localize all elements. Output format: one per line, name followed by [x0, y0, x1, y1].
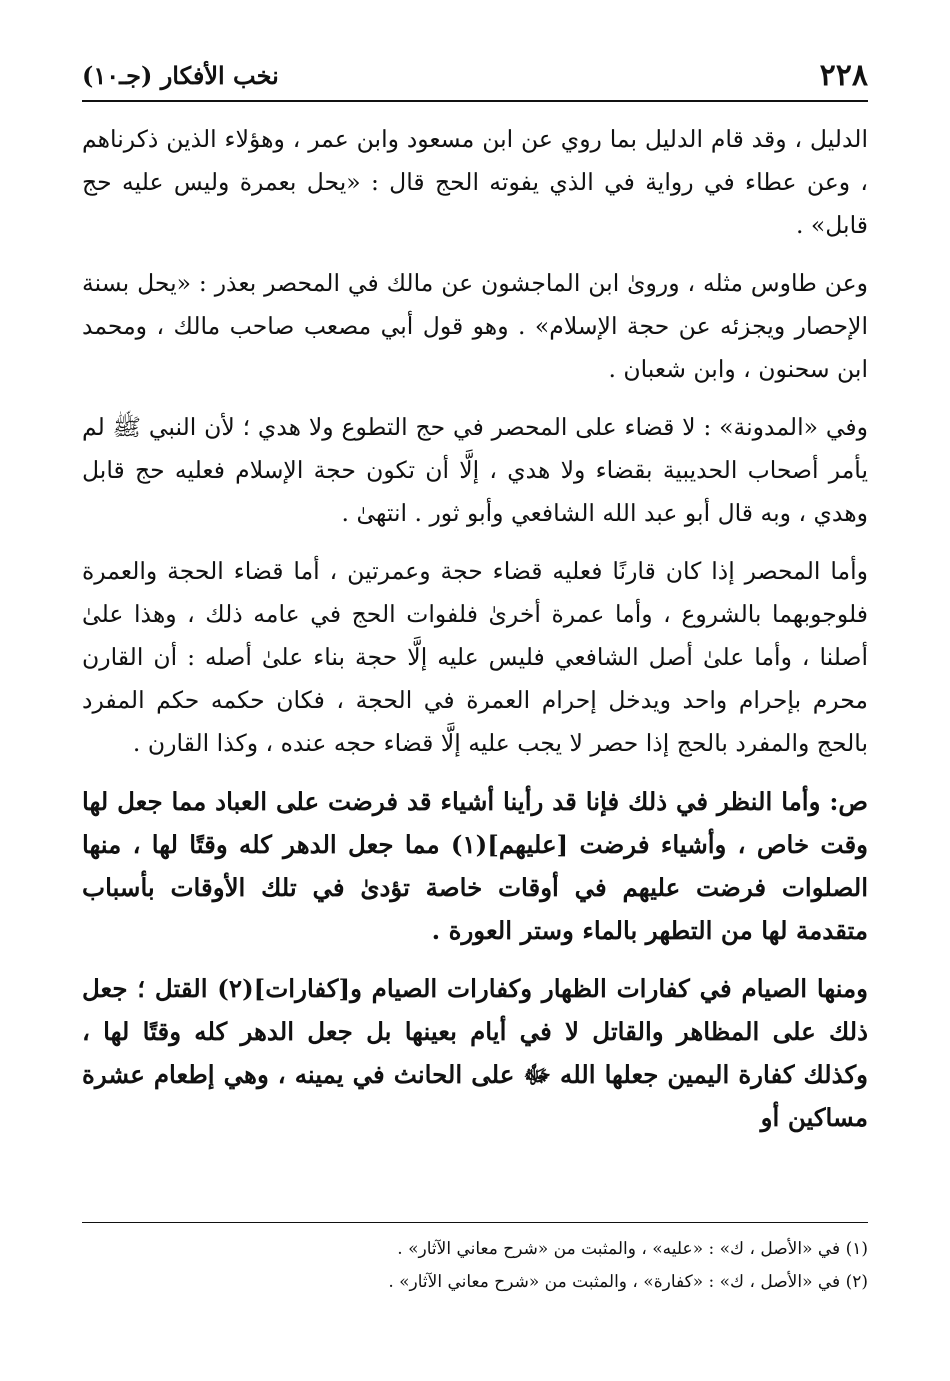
- paragraph: وفي «المدونة» : لا قضاء على المحصر في حج التطوع ولا هدي ؛ لأن النبي ﷺ لم يأمر أصحاب الحديبية بقضاء ولا هدي ، إلَّا أن تكون حجة الإسلام فعليه حج قابل وهدي ، وبه قال أبو عبد الله الشافعي وأبو ثور . انتهىٰ .: [82, 413, 868, 527]
- page-number: ٢٢٨: [819, 57, 868, 93]
- paragraph: وأما المحصر إذا كان قارنًا فعليه قضاء حجة وعمرتين ، أما قضاء الحجة والعمرة فلوجوبهما بالشروع ، وأما عمرة أخرىٰ فلفوات الحج في عامه ذلك ، وهذا علىٰ أصلنا ، وأما علىٰ أصل الشافعي فليس عليه إلَّا حجة بناء علىٰ أصله : أن القارن محرم بإحرام واحد ويدخل إحرام العمرة في الحجة ، فكان حكمه حكم المفرد بالحج والمفرد بالحج إذا حصر لا يجب عليه إلَّا قضاء حجه عنده ، وكذا القارن .: [82, 557, 868, 757]
- paragraph: وعن طاوس مثله ، وروىٰ ابن الماجشون عن مالك في المحصر بعذر : «يحل بسنة الإحصار ويجزئه عن حجة الإسلام» . وهو قول أبي مصعب صاحب مالك ، ومحمد ابن سحنون ، وابن شعبان .: [82, 269, 868, 383]
- footnote: (١) في «الأصل ، ك» : «عليه» ، والمثبت من «شرح معاني الآثار» .: [397, 1239, 868, 1259]
- footnotes: [82, 1222, 868, 1299]
- paragraph: الدليل ، وقد قام الدليل بما روي عن ابن مسعود وابن عمر ، وهؤلاء الذين ذكرناهم ، وعن عطاء في رواية في الذي يفوته الحج قال : «يحل بعمرة وليس عليه حج قابل» .: [82, 125, 868, 239]
- matn-paragraph: ص: وأما النظر في ذلك فإنا قد رأينا أشياء قد فرضت على العباد مما جعل لها وقت خاص ، وأشياء فرضت [عليهم](١) مما جعل الدهر كله وقتًا لها ، منها الصلوات فرضت عليهم في أوقات خاصة تؤدىٰ في تلك الأوقات بأسباب متقدمة لها من التطهر بالماء وستر العورة .: [82, 787, 868, 945]
- running-title: نخب الأفكار (جـ١٠): [82, 60, 279, 90]
- matn-paragraph: ومنها الصيام في كفارات الظهار وكفارات الصيام و[كفارات](٢) القتل ؛ جعل ذلك على المظاهر والقاتل لا في أيام بعينها بل جعل الدهر كله وقتًا لها ، وكذلك كفارة اليمين جعلها الله ﷻ على الحانث في يمينه ، وهي إطعام عشرة مساكين أو: [82, 974, 868, 1132]
- main-text: [82, 118, 868, 1139]
- footnote: (٢) في «الأصل ، ك» : «كفارة» ، والمثبت من «شرح معاني الآثار» .: [388, 1272, 868, 1292]
- page-header: [82, 50, 868, 102]
